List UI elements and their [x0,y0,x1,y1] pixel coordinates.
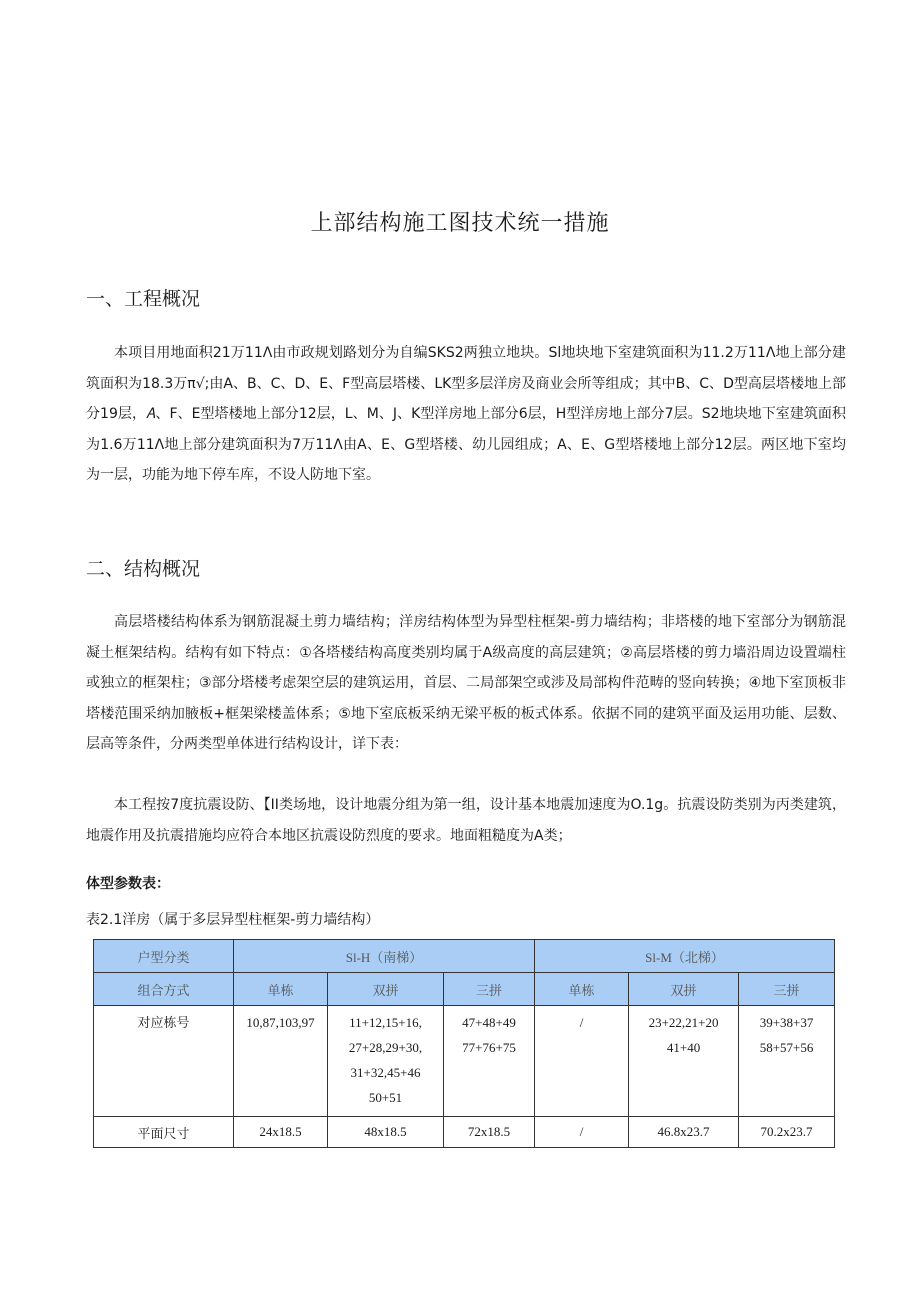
cell-line: 41+40 [666,1040,701,1055]
subheader-cell: 双拼 [328,973,444,1006]
row-label-plan-size: 平面尺寸 [94,1117,234,1148]
cell-line: / [579,1015,584,1030]
section-heading-overview: 一、工程概况 [86,288,201,310]
cell-line: 11+12,15+16, [349,1015,422,1030]
header-group-south: Sl-H（南梯） [234,940,535,973]
section-heading-structure: 二、结构概况 [86,558,201,580]
subheader-cell: 单栋 [535,973,629,1006]
overview-paragraph: 本项目用地面积21万11Λ由市政规划路划分为自编SKS2两独立地块。Sl地块地下室建筑面积为11.2万11Λ地上部分建筑面积为18.3万π√;由A、B、C、D、E、F型高层塔楼、LK型多层洋房及商业会所等组成；其中B、C、D型高层塔楼地上部分19层，𝐴、F、E型塔楼地上部分12层，L、M、J、K型洋房地上部分6层，H型洋房地上部分7层。S2地块地下室建筑面积为1.6万11Λ地上部分建筑面积为7万11Λ由A、E、G型塔楼、幼儿园组成；A、E、G型塔楼地上部分12层。两区地下室均为一层，功能为地下停车库，不设人防地下室。 [86,345,846,483]
table-cell [629,1006,739,1117]
table-cell [739,1006,835,1117]
structure-paragraph-2: 本工程按7度抗震设防、【II类场地，设计地震分组为第一组，设计基本地震加速度为O.1g。抗震设防类别为丙类建筑，地震作用及抗震措施均应符合本地区抗震设防烈度的要求。地面粗糙度为A类； [86,797,846,844]
row-label-text: 对应栋号 [137,1015,190,1030]
cell-line: 47+48+49 [462,1015,516,1030]
table-cell: 46.8x23.7 [629,1117,739,1148]
header-combination: 组合方式 [94,973,234,1006]
row-label-building-numbers [94,1006,234,1117]
subheader-cell: 三拼 [444,973,535,1006]
header-unit-type: 户型分类 [94,940,234,973]
cell-line: 23+22,21+20 [648,1015,719,1030]
table-cell: 70.2x23.7 [739,1117,835,1148]
subheader-cell: 单栋 [234,973,328,1006]
table-cell: 48x18.5 [328,1117,444,1148]
structure-paragraph-1: 高层塔楼结构体系为钢筋混凝土剪力墙结构；洋房结构体型为异型柱框架-剪力墙结构；非塔楼的地下室部分为钢筋混凝土框架结构。结构有如下特点：①各塔楼结构高度类别均属于A级高度的高层建筑；②高层塔楼的剪力墙沿周边设置端柱或独立的框架柱；③部分塔楼考虑架空层的建筑运用，首层、二局部架空或涉及局部构件范畴的竖向转换；④地下室顶板非塔楼范围采纳加腋板+框架梁楼盖体系；⑤地下室底板采纳无梁平板的板式体系。依据不同的建筑平面及运用功能、层数、层高等条件，分两类型单体进行结构设计，详下表： [86,614,846,752]
table-cell: / [535,1117,629,1148]
cell-line: 39+38+37 [759,1015,814,1030]
table-cell [535,1006,629,1117]
page-title: 上部结构施工图技术统一措施 [310,211,610,236]
header-group-north: Sl-M（北梯） [535,940,835,973]
table-cell: 72x18.5 [444,1117,535,1148]
cell-line: 10,87,103,97 [246,1015,315,1030]
table-cell [234,1006,328,1117]
table-cell [444,1006,535,1117]
subheader-cell: 双拼 [629,973,739,1006]
table-cell [328,1006,444,1117]
parameter-table [93,939,835,1148]
table-label: 体型参数表： [86,876,170,892]
cell-line: 58+57+56 [759,1040,814,1055]
cell-line: 27+28,29+30, [348,1040,423,1055]
cell-line: 77+76+75 [462,1040,516,1055]
cell-line: 50+51 [368,1090,403,1105]
table-cell: 24x18.5 [234,1117,328,1148]
subheader-cell: 三拼 [739,973,835,1006]
cell-line: 31+32,45+46 [350,1065,421,1080]
table-caption: 表2.1洋房（属于多层异型柱框架-剪力墙结构） [86,912,380,928]
